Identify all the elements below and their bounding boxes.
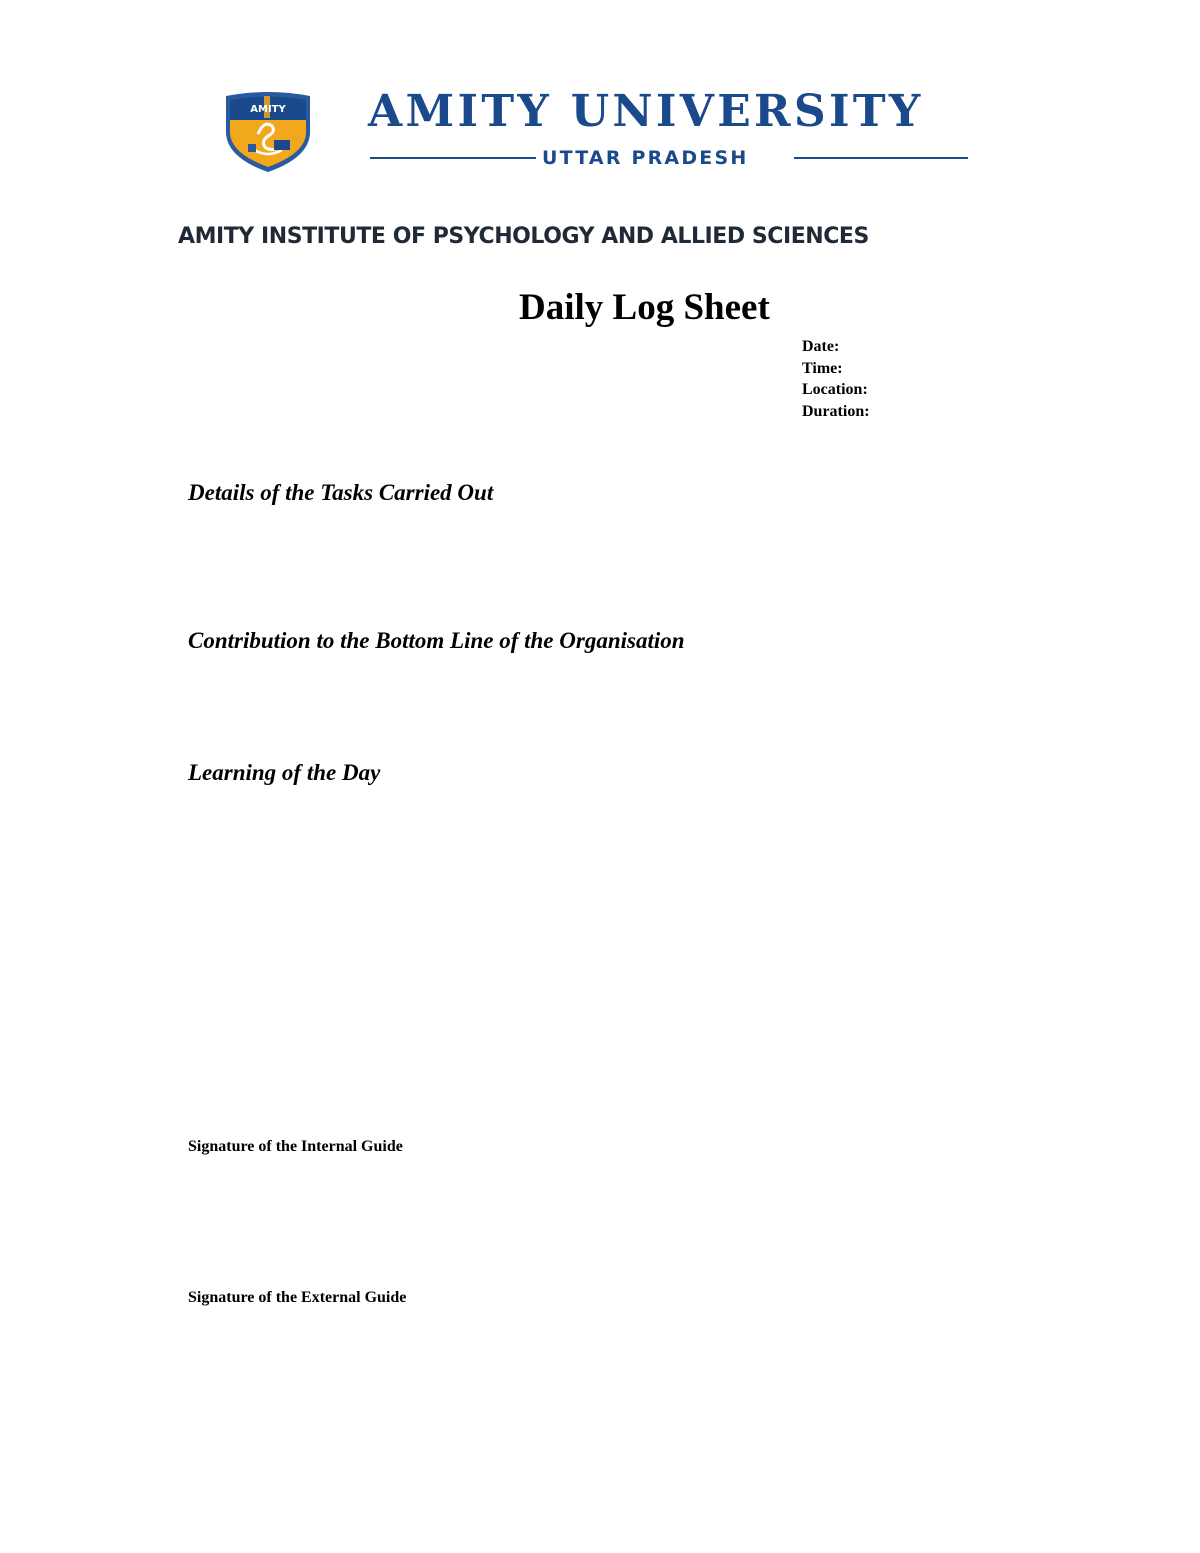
date-label: Date: xyxy=(802,338,840,355)
university-crest-icon xyxy=(224,90,312,172)
time-label: Time: xyxy=(802,359,843,377)
section-heading-learning: Learning of the Day xyxy=(188,760,381,785)
signature-external-guide: Signature of the External Guide xyxy=(188,1289,407,1306)
banner-rule-right xyxy=(794,157,968,159)
section-heading-contribution: Contribution to the Bottom Line of the Organisation xyxy=(188,628,685,653)
institute-name: AMITY INSTITUTE OF PSYCHOLOGY AND ALLIED SCIENCES xyxy=(178,224,869,249)
location-label: Location: xyxy=(802,381,868,398)
section-heading-tasks: Details of the Tasks Carried Out xyxy=(188,480,494,505)
university-name: AMITY UNIVERSITY xyxy=(368,86,924,137)
log-meta-fields xyxy=(802,336,1002,422)
signature-internal-guide: Signature of the Internal Guide xyxy=(188,1138,403,1155)
university-location: UTTAR PRADESH xyxy=(542,147,749,169)
page-title: Daily Log Sheet xyxy=(519,287,770,328)
logo-text: AMITY xyxy=(250,104,286,115)
university-location-banner xyxy=(370,146,968,170)
banner-rule-left xyxy=(370,157,536,159)
duration-label: Duration: xyxy=(802,402,870,420)
